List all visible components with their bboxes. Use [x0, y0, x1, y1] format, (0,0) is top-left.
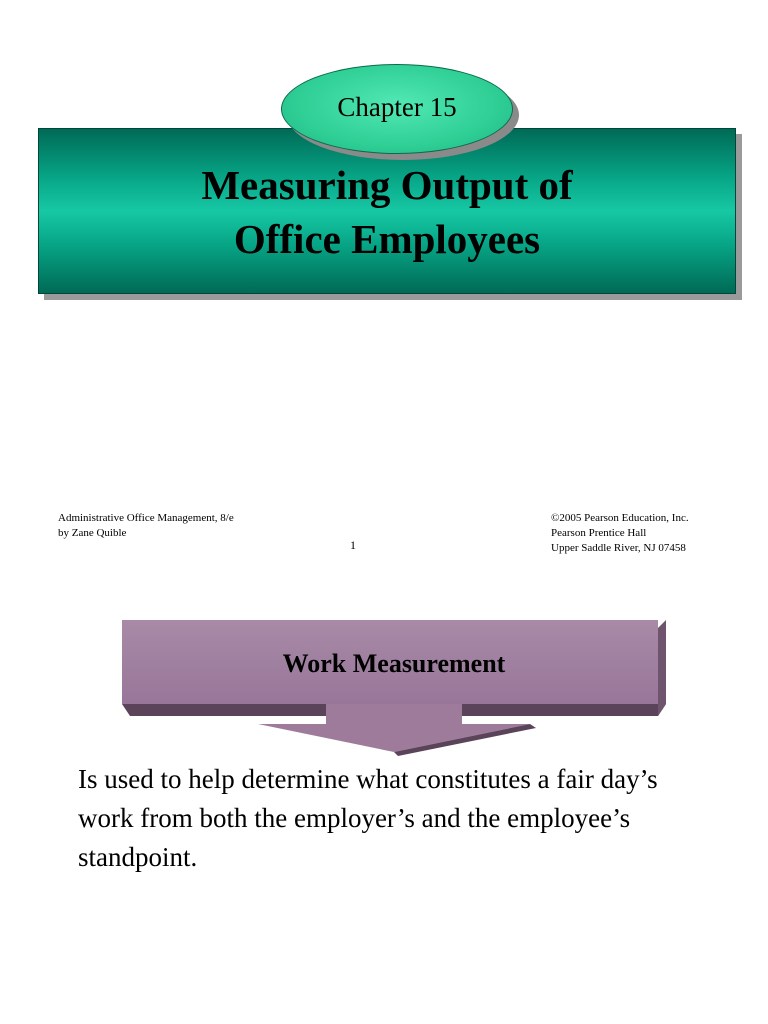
footer-book-title: Administrative Office Management, 8/e [58, 512, 234, 524]
chapter-label: Chapter 15 [337, 92, 457, 122]
page-number: 1 [350, 538, 356, 552]
callout-arrow-stem [326, 704, 462, 724]
slide-title-line-1: Measuring Output of [201, 162, 573, 208]
footer-book-author: by Zane Quible [58, 527, 127, 539]
footer-copyright-line-2: Pearson Prentice Hall [551, 527, 647, 539]
callout-heading: Work Measurement [282, 649, 506, 678]
callout-arrow-head [258, 724, 530, 752]
definition-text: Is used to help determine what constitutes a fair day’s work from both the employer’s and the employee’s standpoint. [78, 764, 658, 872]
slide-title-line-2: Office Employees [233, 216, 541, 262]
footer-copyright-line-1: ©2005 Pearson Education, Inc. [551, 512, 689, 524]
footer-copyright-line-3: Upper Saddle River, NJ 07458 [551, 542, 686, 554]
